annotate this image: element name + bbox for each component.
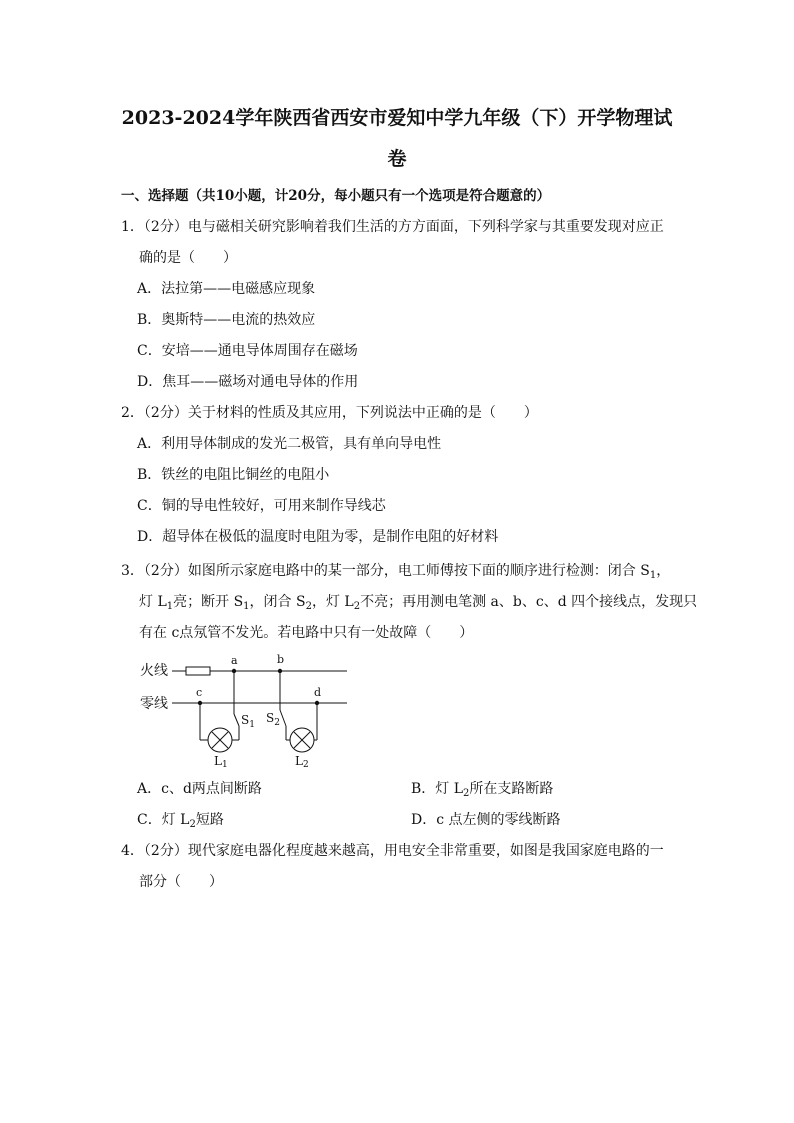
junction-b [278,669,282,673]
section-heading: 一、选择题（共10小题，计20分，每小题只有一个选项是符合题意的） [121,188,551,204]
question-1-option-b: B．奥斯特——电流的热效应 [137,312,316,328]
exam-title-line2: 卷 [387,148,407,170]
fuse-icon [186,667,210,675]
junction-a [232,669,236,673]
question-1-option-a: A．法拉第——电磁感应现象 [137,281,316,297]
label-switch-s1: $S_1$ [241,713,255,730]
label-lamp-l1: L1 [214,754,228,770]
question-2-stem: 2．（2分）关于材料的性质及其应用，下列说法中正确的是（ ） [121,405,538,421]
label-lamp-l2: L2 [295,754,309,770]
label-neutral-wire: 零线 [140,696,168,712]
question-2-option-c: C．铜的导电性较好，可用来制作导线芯 [137,498,386,514]
circuit-diagram [130,648,360,770]
lamp-1-icon [208,728,232,752]
junction-c [198,701,202,705]
lamp-2-icon [290,728,314,752]
label-point-d: d [314,686,322,699]
question-3-stem-cont-2: 有在 c点氖管不发光。若电路中只有一处故障（ ） [139,625,474,641]
label-switch-s2: $S_2$ [266,711,280,728]
label-point-a: a [231,654,238,667]
question-3-stem-cont: 灯 $L_1$亮；断开 $S_1$，闭合 $S_2$，灯 $L_2$不亮；再用测电笔测 a、b、c、d 四个接线点，发现只 [139,594,698,612]
question-1-stem-cont: 确的是（ ） [139,250,237,266]
question-2-option-d: D．超导体在极低的温度时电阻为零，是制作电阻的好材料 [137,529,499,545]
question-3-option-c: C．灯 $L_2$短路 [137,812,224,830]
label-live-wire: 火线 [140,663,168,679]
label-point-b: b [277,653,285,666]
question-3-option-a: A．c、d两点间断路 [137,781,262,797]
question-3-option-b: B．灯 $L_2$所在支路断路 [411,781,554,799]
question-1-stem: 1．（2分）电与磁相关研究影响着我们生活的方方面面，下列科学家与其重要发现对应正 [121,219,664,235]
question-1-option-c: C．安培——通电导体周围存在磁场 [137,343,358,359]
question-2-option-b: B．铁丝的电阻比铜丝的电阻小 [137,467,330,483]
label-point-c: c [196,686,203,699]
question-3-stem: 3．（2分）如图所示家庭电路中的某一部分，电工师傅按下面的顺序进行检测：闭合 $S_1$， [121,563,671,581]
question-4-stem-cont: 部分（ ） [139,874,223,890]
question-2-option-a: A．利用导体制成的发光二极管，具有单向导电性 [137,436,442,452]
exam-title-line1: 2023-2024学年陕西省西安市爱知中学九年级（下）开学物理试 [121,107,673,129]
question-3-option-d: D．c 点左侧的零线断路 [411,812,561,828]
junction-d [315,701,319,705]
question-1-option-d: D．焦耳——磁场对通电导体的作用 [137,374,359,390]
question-4-stem: 4．（2分）现代家庭电器化程度越来越高，用电安全非常重要，如图是我国家庭电路的一 [121,843,664,859]
